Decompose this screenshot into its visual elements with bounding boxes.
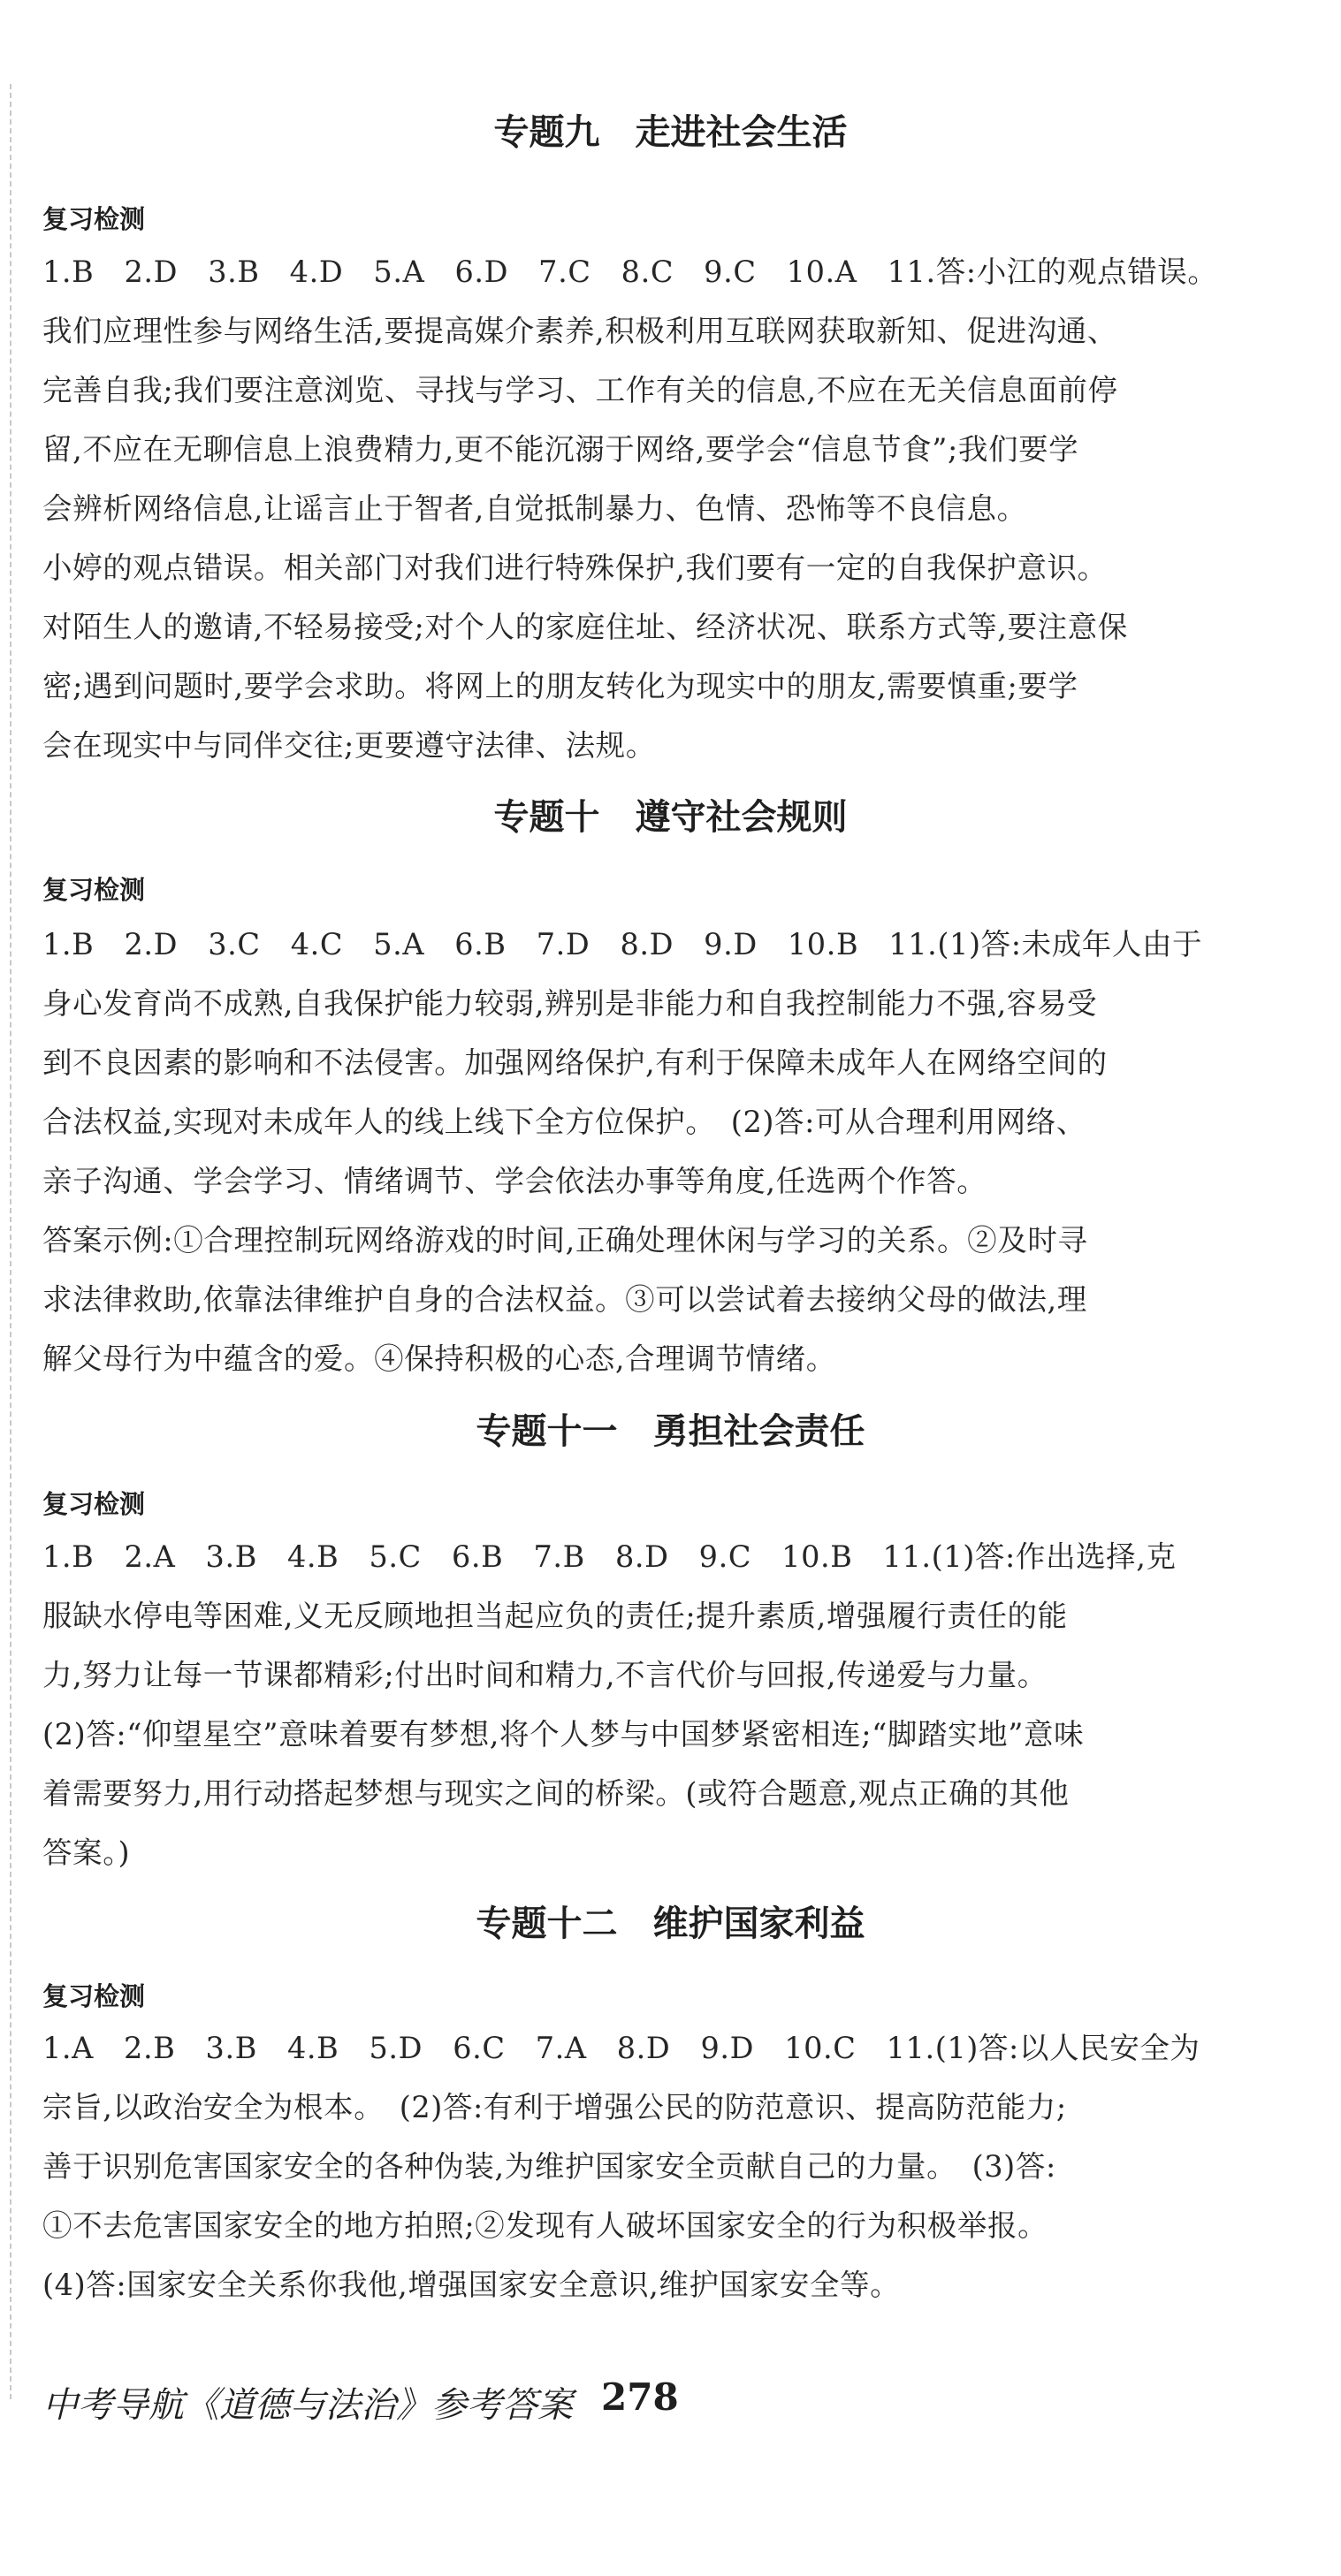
text-line: 答案。) <box>42 1835 131 1870</box>
section-title-9: 专题九 走进社会生活 <box>493 112 848 153</box>
text-line: 我们应理性参与网络生活,要提高媒介素养,积极利用互联网获取新知、促进沟通、 <box>42 314 1117 348</box>
text-line: 对陌生人的邀请,不轻易接受;对个人的家庭住址、经济状况、联系方式等,要注意保 <box>42 610 1128 644</box>
text-line: 合法权益,实现对未成年人的线上线下全方位保护。 (2)答:可从合理利用网络、 <box>42 1105 1086 1139</box>
margin-dashed-line <box>10 84 11 2399</box>
text-line: 密;遇到问题时,要学会求助。将网上的朋友转化为现实中的朋友,需要慎重;要学 <box>42 669 1078 703</box>
text-line: 留,不应在无聊信息上浪费精力,更不能沉溺于网络,要学会“信息节食”;我们要学 <box>42 432 1079 467</box>
text-line: 力,努力让每一节课都精彩;付出时间和精力,不言代价与回报,传递爱与力量。 <box>42 1658 1048 1692</box>
text-line: 会在现实中与同伴交往;更要遵守法律、法规。 <box>42 728 656 763</box>
text-line: 着需要努力,用行动搭起梦想与现实之间的桥梁。(或符合题意,观点正确的其他 <box>42 1776 1070 1811</box>
text-line: 解父母行为中蕴含的爱。④保持积极的心态,合理调节情绪。 <box>42 1341 836 1376</box>
text-line: 完善自我;我们要注意浏览、寻找与学习、工作有关的信息,不应在无关信息面前停 <box>42 373 1118 407</box>
section-title-12: 专题十二 维护国家利益 <box>476 1904 865 1944</box>
text-line: 小婷的观点错误。相关部门对我们进行特殊保护,我们要有一定的自我保护意识。 <box>42 551 1108 585</box>
text-line: 亲子沟通、学会学习、情绪调节、学会依法办事等角度,任选两个作答。 <box>42 1164 987 1198</box>
text-line: 宗旨,以政治安全为根本。 (2)答:有利于增强公民的防范意识、提高防范能力; <box>42 2090 1067 2124</box>
text-line: 到不良因素的影响和不法侵害。加强网络保护,有利于保障未成年人在网络空间的 <box>42 1045 1108 1080</box>
section-subtitle-10: 复习检测 <box>42 875 146 905</box>
text-line: 善于识别危害国家安全的各种伪装,为维护国家安全贡献自己的力量。 (3)答: <box>42 2149 1056 2184</box>
text-line: 服缺水停电等困难,义无反顾地担当起应负的责任;提升素质,增强履行责任的能 <box>42 1599 1068 1633</box>
section-title-11: 专题十一 勇担社会责任 <box>476 1411 865 1452</box>
text-line: 1.B 2.D 3.B 4.D 5.A 6.D 7.C 8.C 9.C 10.A 11.答:小江的观点错误。 <box>42 255 1218 289</box>
section-title-10: 专题十 遵守社会规则 <box>493 797 848 838</box>
section-subtitle-12: 复习检测 <box>42 1981 146 2011</box>
text-line: 身心发育尚不成熟,自我保护能力较弱,辨别是非能力和自我控制能力不强,容易受 <box>42 986 1098 1021</box>
footer-book-title: 中考导航《道德与法治》参考答案 <box>42 2385 573 2426</box>
text-line: 1.B 2.D 3.C 4.C 5.A 6.B 7.D 8.D 9.D 10.B 11.(1)答:未成年人由于 <box>42 927 1203 961</box>
section-subtitle-9: 复习检测 <box>42 204 146 234</box>
text-line: 1.B 2.A 3.B 4.B 5.C 6.B 7.B 8.D 9.C 10.B 11.(1)答:作出选择,克 <box>42 1539 1177 1574</box>
text-line: 1.A 2.B 3.B 4.B 5.D 6.C 7.A 8.D 9.D 10.C 11.(1)答:以人民安全为 <box>42 2031 1200 2065</box>
text-line: 会辨析网络信息,让谣言止于智者,自觉抵制暴力、色情、恐怖等不良信息。 <box>42 491 1027 526</box>
text-line: 求法律救助,依靠法律维护自身的合法权益。③可以尝试着去接纳父母的做法,理 <box>42 1282 1087 1317</box>
text-line: 答案示例:①合理控制玩网络游戏的时间,正确处理休闲与学习的关系。②及时寻 <box>42 1223 1088 1258</box>
text-line: (2)答:“仰望星空”意味着要有梦想,将个人梦与中国梦紧密相连;“脚踏实地”意味 <box>42 1717 1085 1752</box>
text-line: ①不去危害国家安全的地方拍照;②发现有人破坏国家安全的行为积极举报。 <box>42 2208 1048 2243</box>
section-subtitle-11: 复习检测 <box>42 1489 146 1519</box>
text-line: (4)答:国家安全关系你我他,增强国家安全意识,维护国家安全等。 <box>42 2268 901 2302</box>
page-number: 278 <box>601 2375 679 2419</box>
